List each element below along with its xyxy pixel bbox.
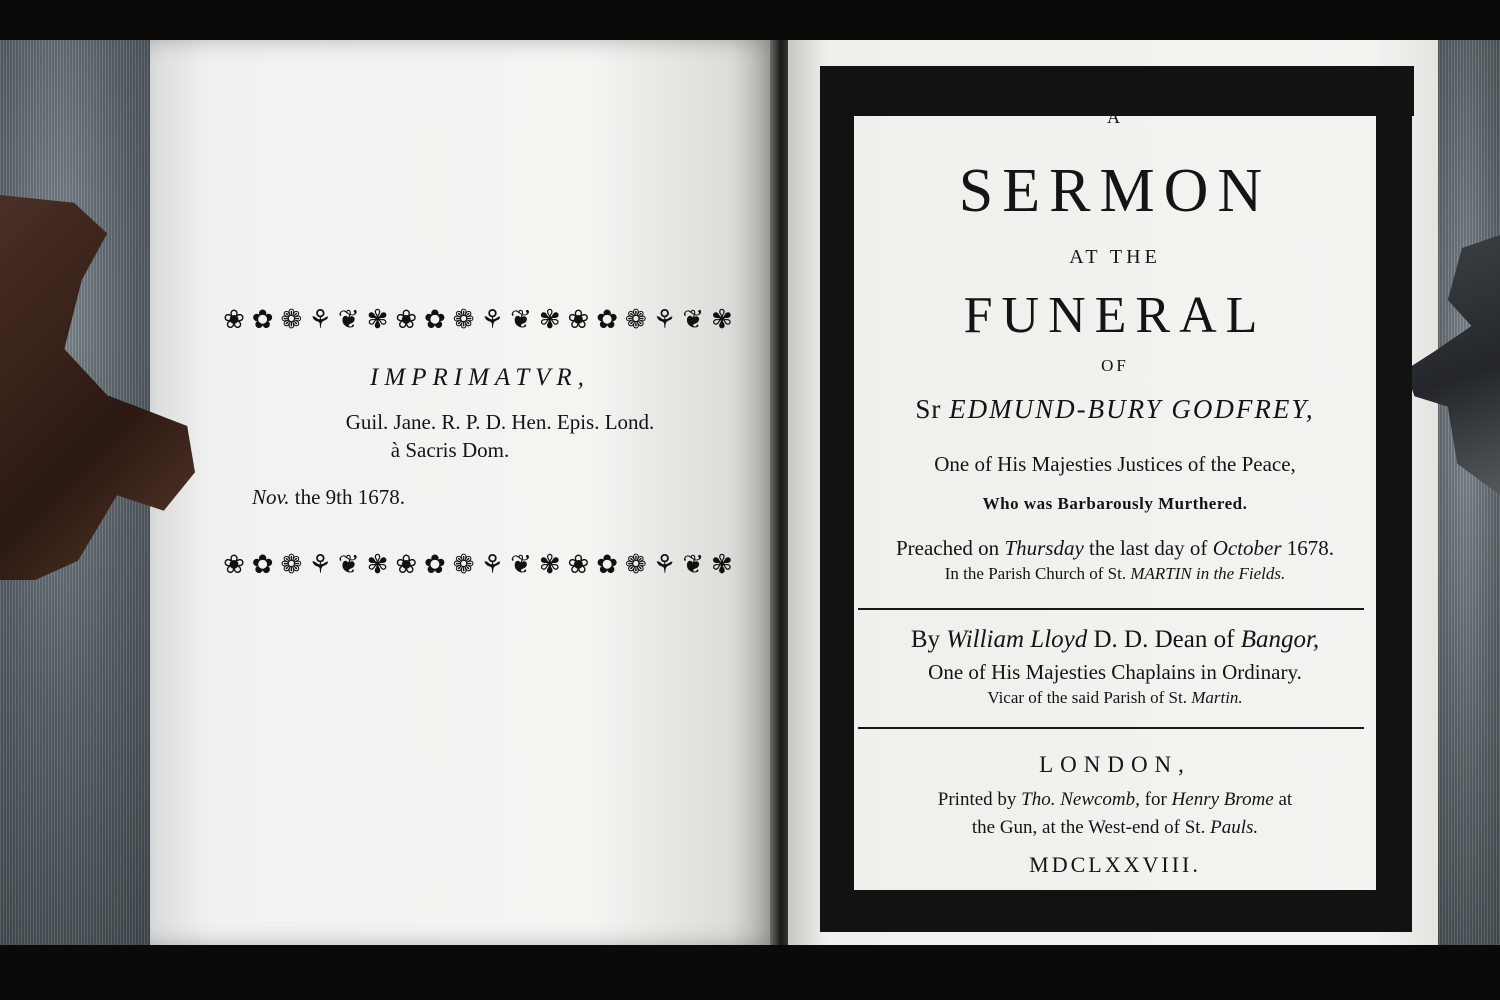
licence-date-month: Nov.	[252, 485, 290, 509]
title-sermon: SERMON	[958, 157, 1272, 225]
fleuron-ornament-icon: ✾	[711, 550, 733, 580]
divider-rule-2	[858, 727, 1364, 729]
ornament-row-top	[222, 300, 734, 340]
preached-prefix: Preached on	[895, 536, 1005, 560]
licence-date	[252, 485, 512, 510]
fleuron-ornament-icon: ✾	[366, 550, 389, 580]
fleuron-ornament-icon: ⚘	[308, 550, 332, 580]
fleuron-ornament-icon: ⚘	[308, 305, 332, 335]
title-border-left	[820, 66, 854, 932]
title-border-right	[1376, 66, 1412, 932]
address-place: Pauls.	[1210, 817, 1259, 838]
fleuron-ornament-icon: ❁	[452, 305, 475, 335]
fleuron-ornament-icon: ❀	[567, 550, 590, 580]
imprint-year: MDCLXXVIII.	[1029, 852, 1201, 877]
address-prefix: the Gun, at the West-end of St.	[971, 817, 1211, 838]
printer-at: at	[1273, 789, 1293, 810]
title-border-bottom	[852, 890, 1408, 932]
printer-name: Tho. Newcomb,	[1021, 789, 1140, 810]
author-deanery: Bangor,	[1240, 626, 1320, 653]
fleuron-ornament-icon: ❁	[452, 550, 475, 580]
preached-month: October	[1212, 536, 1282, 560]
fleuron-ornament-icon: ✿	[596, 305, 619, 335]
bookseller-name: Henry Brome	[1171, 789, 1274, 810]
imprint-address-line	[854, 817, 1376, 839]
fleuron-ornament-icon: ❀	[223, 305, 245, 335]
author-by: By	[910, 626, 947, 653]
fleuron-ornament-icon: ❀	[567, 305, 590, 335]
title-justice-line: One of His Majesties Justices of the Peace,	[934, 452, 1296, 476]
fleuron-ornament-icon: ❁	[624, 305, 647, 335]
title-parish-line	[854, 564, 1376, 584]
fleuron-ornament-icon: ❀	[395, 305, 418, 335]
fleuron-ornament-icon: ⚘	[480, 550, 504, 580]
fleuron-ornament-icon: ✿	[424, 305, 446, 335]
fleuron-ornament-icon: ❦	[682, 305, 705, 335]
fleuron-ornament-icon: ✾	[366, 305, 389, 335]
title-chaplain-line: One of His Majesties Chaplains in Ordinary.	[928, 660, 1302, 684]
divider-rule-1	[858, 608, 1364, 610]
title-preached-line	[854, 536, 1376, 561]
fleuron-ornament-icon: ❁	[624, 550, 647, 580]
author-name: William Lloyd	[946, 626, 1088, 653]
author-title: D. D. Dean of	[1087, 626, 1241, 653]
fleuron-ornament-icon: ⚘	[480, 305, 504, 335]
fleuron-ornament-icon: ❀	[395, 550, 418, 580]
fleuron-ornament-icon: ✾	[538, 305, 561, 335]
fleuron-ornament-icon: ❁	[280, 305, 303, 335]
vicar-saint: Martin.	[1191, 688, 1243, 707]
subject-name: EDMUND-BURY GODFREY,	[949, 394, 1315, 424]
imprimatur-heading: IMPRIMATVR,	[370, 364, 590, 391]
fleuron-ornament-icon: ✿	[251, 550, 274, 580]
fleuron-ornament-icon: ❦	[337, 305, 360, 335]
parish-saint: MARTIN in the Fields.	[1130, 564, 1286, 583]
title-at-the: AT THE	[1069, 246, 1161, 268]
title-subject-name	[854, 394, 1376, 425]
licence-line-2: à Sacris Dom.	[390, 438, 510, 462]
fleuron-ornament-icon: ✿	[251, 305, 274, 335]
fleuron-ornament-icon: ❦	[682, 550, 705, 580]
fleuron-ornament-icon: ✿	[424, 550, 446, 580]
preached-year: 1678.	[1281, 536, 1335, 560]
parish-prefix: In the Parish Church of St.	[944, 564, 1131, 583]
subject-honorific: Sr	[915, 394, 950, 424]
preached-mid: the last day of	[1083, 536, 1213, 560]
licence-line-1: Guil. Jane. R. P. D. Hen. Epis. Lond.	[345, 410, 655, 434]
imprint-city: LONDON,	[1039, 752, 1191, 777]
fleuron-ornament-icon: ✾	[711, 305, 733, 335]
fleuron-ornament-icon: ⚘	[652, 550, 677, 580]
title-murdered-line: Who was Barbarously Murthered.	[982, 494, 1248, 513]
title-article: A	[1107, 107, 1123, 127]
title-author-line	[854, 626, 1376, 654]
licence-date-rest: the 9th 1678.	[289, 485, 406, 509]
title-funeral: FUNERAL	[963, 287, 1267, 344]
fleuron-ornament-icon: ❁	[280, 550, 303, 580]
fleuron-ornament-icon: ✿	[596, 550, 619, 580]
fleuron-ornament-icon: ❀	[223, 550, 245, 580]
fleuron-ornament-icon: ❦	[510, 550, 532, 580]
vicar-prefix: Vicar of the said Parish of St.	[987, 688, 1192, 707]
fleuron-ornament-icon: ❦	[510, 305, 532, 335]
imprint-printer-line	[854, 789, 1376, 811]
title-of: OF	[1101, 356, 1129, 375]
fleuron-ornament-icon: ✾	[538, 550, 561, 580]
printer-prefix: Printed by	[937, 789, 1022, 810]
printer-for: for	[1139, 789, 1172, 810]
fleuron-ornament-icon: ❦	[337, 550, 360, 580]
fleuron-ornament-icon: ⚘	[652, 305, 677, 335]
ornament-row-bottom	[222, 545, 734, 585]
title-vicar-line	[854, 688, 1376, 708]
preached-day: Thursday	[1004, 536, 1084, 560]
